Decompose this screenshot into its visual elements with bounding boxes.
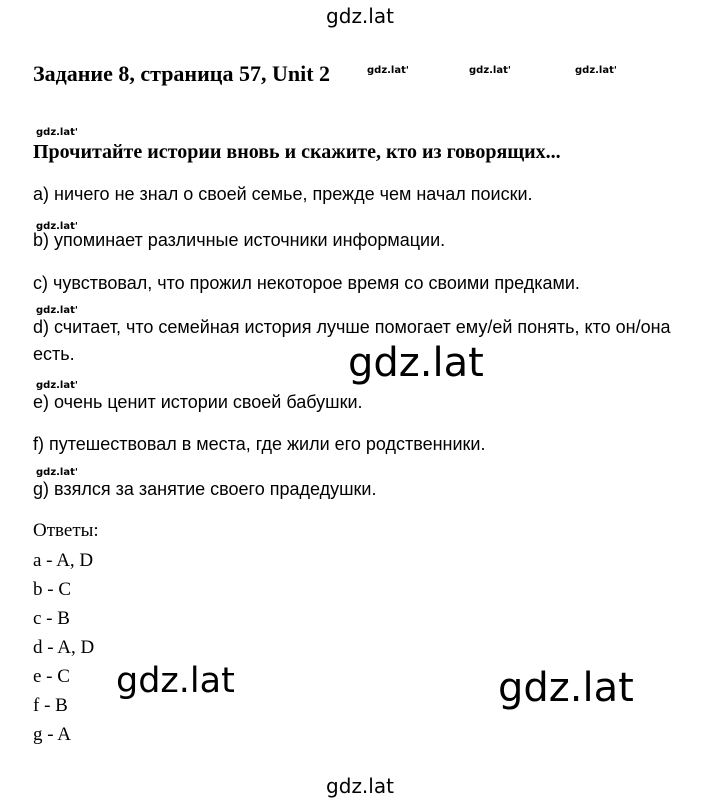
page-title: Задание 8, страница 57, Unit 2 [33, 61, 331, 86]
watermark-bottom: gdz.lat [326, 774, 394, 798]
item-c: c) чувствовал, что прожил некоторое время со своими предками. [33, 273, 580, 293]
item-b: b) упоминает различные источники информации. [33, 230, 446, 250]
answer-f: f - B [33, 695, 68, 716]
instruction: Прочитайте истории вновь и скажите, кто из говорящих... [33, 141, 561, 163]
answers-heading: Ответы: [33, 520, 99, 541]
item-a: a) ничего не знал о своей семье, прежде чем начал поиски. [33, 184, 533, 204]
answer-c: c - B [33, 608, 70, 629]
watermark-large: gdz.lat [498, 665, 634, 711]
item-g: g) взялся за занятие своего прадедушки. [33, 479, 377, 499]
item-f: f) путешествовал в места, где жили его родственники. [33, 434, 486, 454]
watermark-small: gdz.lat ' [36, 468, 78, 478]
watermark-small: gdz.lat ' [367, 66, 409, 76]
watermark-small: gdz.lat ' [575, 66, 617, 76]
answer-d: d - A, D [33, 637, 95, 658]
watermark-small: gdz.lat ' [36, 306, 78, 316]
item-e: e) очень ценит истории своей бабушки. [33, 392, 363, 412]
watermark-top: gdz.lat [326, 4, 394, 28]
item-d: d) считает, что семейная история лучше помогает ему/ей понять, кто он/она есть. [33, 317, 671, 364]
watermark-small: gdz.lat ' [36, 222, 78, 232]
watermark-large: gdz.lat [348, 340, 484, 386]
watermark-large: gdz.lat [116, 661, 235, 701]
answer-a: a - A, D [33, 550, 94, 571]
answer-g: g - A [33, 724, 71, 745]
watermark-small: gdz.lat ' [36, 128, 78, 138]
answer-e: e - C [33, 666, 70, 687]
watermark-small: gdz.lat ' [36, 381, 78, 391]
answer-b: b - C [33, 579, 71, 600]
watermark-small: gdz.lat ' [469, 66, 511, 76]
